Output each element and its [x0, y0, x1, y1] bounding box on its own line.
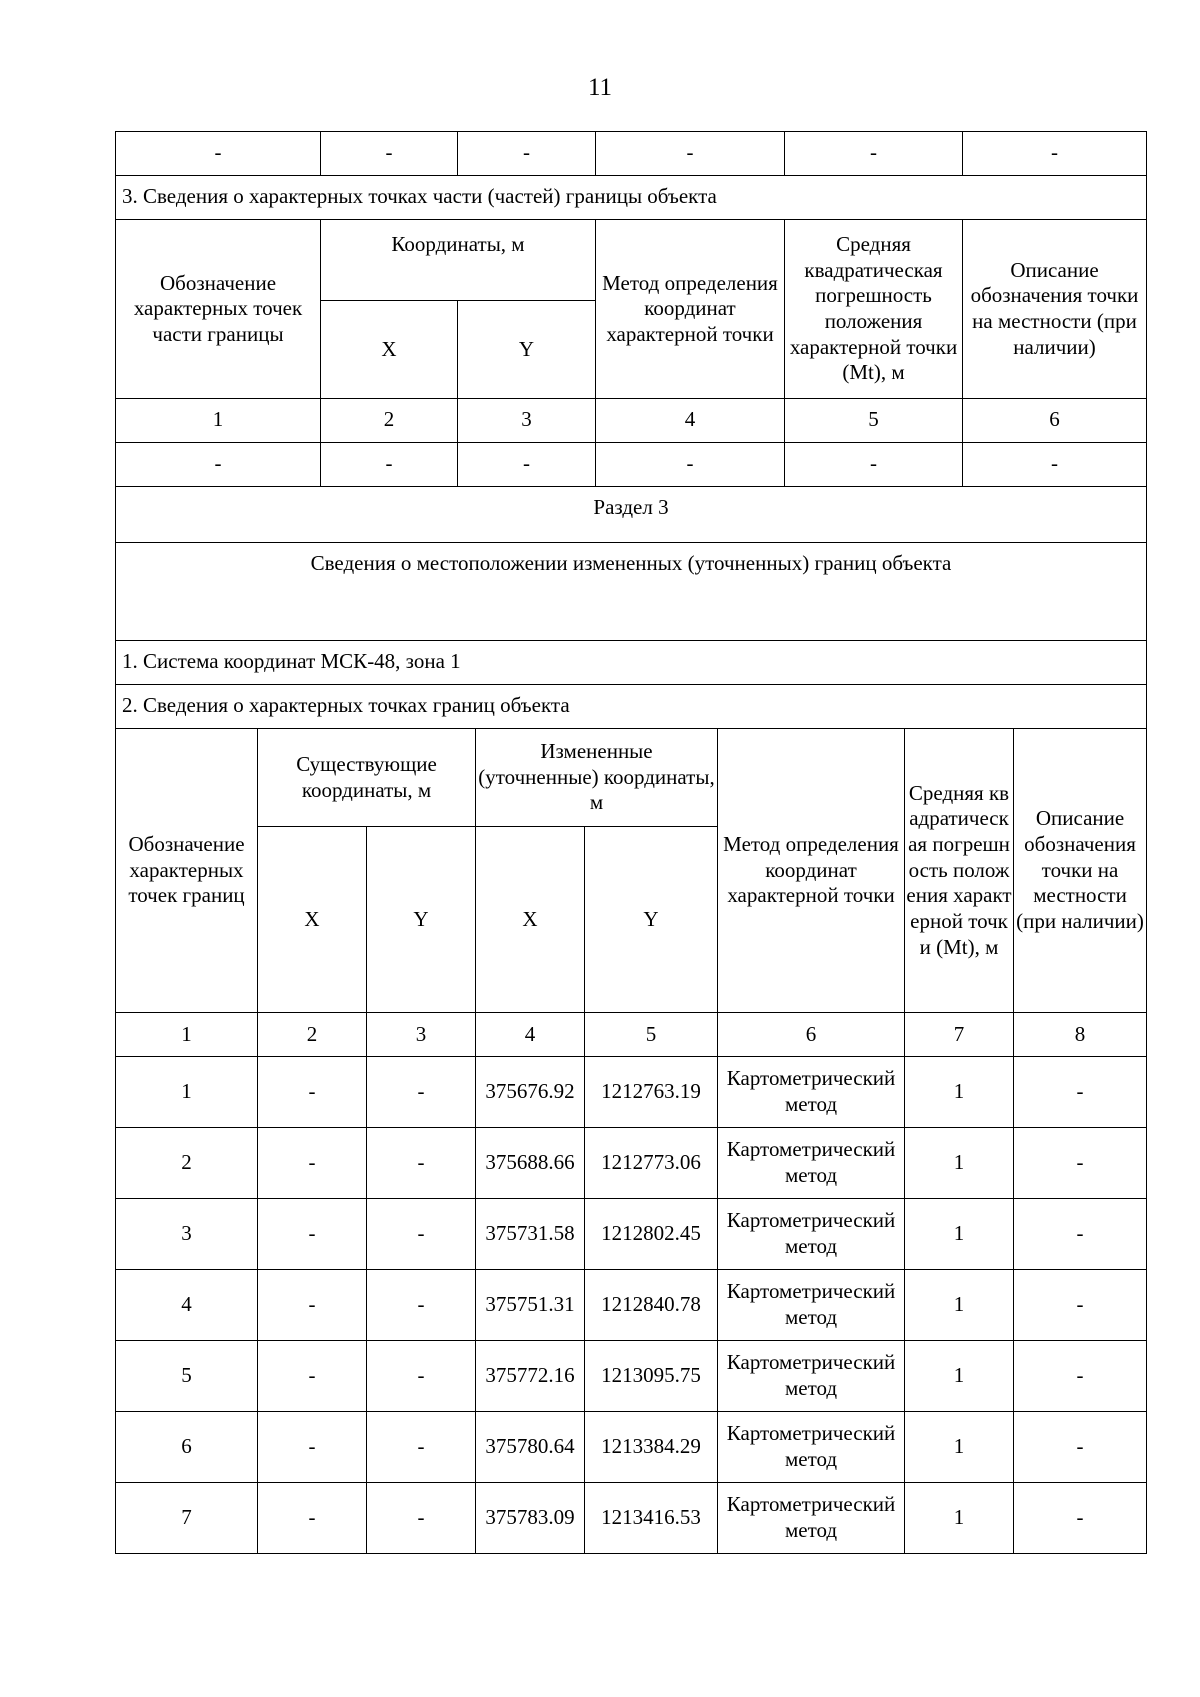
- header-error: Средняя квадратическая погрешность положения характерной точки (Mt), м: [785, 220, 963, 399]
- changed-y-cell: 1213384.29: [585, 1412, 718, 1483]
- empty-row: [116, 443, 1147, 487]
- section-title: Сведения о местоположении измененных (уточненных) границ объекта: [116, 543, 1147, 641]
- column-number: 6: [963, 399, 1147, 443]
- changed-x-cell: 375731.58: [476, 1199, 585, 1270]
- cell: -: [785, 443, 963, 487]
- error-mt-cell: 1: [905, 1270, 1014, 1341]
- existing-x-cell: -: [258, 1057, 367, 1128]
- cell: -: [596, 132, 785, 176]
- part-points-title: 3. Сведения о характерных точках части (частей) границы объекта: [116, 176, 1147, 220]
- header-error: Средняя квадратическая погрешность положения характерной точки (Mt), м: [905, 729, 1014, 1013]
- cell: -: [321, 443, 458, 487]
- cell: -: [116, 443, 321, 487]
- method-cell: Картометрический метод: [718, 1412, 905, 1483]
- header-changed-x: X: [476, 827, 585, 1013]
- points-body: [116, 1057, 1147, 1554]
- table-row: [116, 1128, 1147, 1199]
- method-cell: Картометрический метод: [718, 1057, 905, 1128]
- cell: -: [458, 132, 596, 176]
- header-existing-y: Y: [367, 827, 476, 1013]
- column-number: 4: [476, 1013, 585, 1057]
- column-number: 8: [1014, 1013, 1147, 1057]
- description-cell: -: [1014, 1483, 1147, 1554]
- column-number: 2: [258, 1013, 367, 1057]
- changed-y-cell: 1212763.19: [585, 1057, 718, 1128]
- existing-y-cell: -: [367, 1128, 476, 1199]
- changed-y-cell: 1213416.53: [585, 1483, 718, 1554]
- cell: -: [963, 443, 1147, 487]
- existing-x-cell: -: [258, 1412, 367, 1483]
- changed-y-cell: 1212802.45: [585, 1199, 718, 1270]
- existing-x-cell: -: [258, 1199, 367, 1270]
- existing-x-cell: -: [258, 1270, 367, 1341]
- column-number: 2: [321, 399, 458, 443]
- header-designation: Обозначение характерных точек части границы: [116, 220, 321, 399]
- point-number-cell: 6: [116, 1412, 258, 1483]
- existing-x-cell: -: [258, 1128, 367, 1199]
- existing-y-cell: -: [367, 1341, 476, 1412]
- header-description: Описание обозначения точки на местности (при наличии): [963, 220, 1147, 399]
- points-title: 2. Сведения о характерных точках границ объекта: [116, 685, 1147, 729]
- changed-x-cell: 375751.31: [476, 1270, 585, 1341]
- cell: -: [458, 443, 596, 487]
- column-number: 4: [596, 399, 785, 443]
- description-cell: -: [1014, 1128, 1147, 1199]
- changed-y-cell: 1212840.78: [585, 1270, 718, 1341]
- point-number-cell: 4: [116, 1270, 258, 1341]
- column-numbers-row: [116, 399, 1147, 443]
- table-row: [116, 1412, 1147, 1483]
- existing-y-cell: -: [367, 1270, 476, 1341]
- cell: -: [596, 443, 785, 487]
- column-number: 3: [458, 399, 596, 443]
- boundary-part-table: [115, 131, 1147, 729]
- existing-y-cell: -: [367, 1483, 476, 1554]
- changed-x-cell: 375676.92: [476, 1057, 585, 1128]
- error-mt-cell: 1: [905, 1483, 1014, 1554]
- cell: -: [963, 132, 1147, 176]
- dash-row: [116, 132, 1147, 176]
- table-row: [116, 1057, 1147, 1128]
- description-cell: -: [1014, 1057, 1147, 1128]
- header-designation: Обозначение характерных точек границ: [116, 729, 258, 1013]
- column-number: 1: [116, 399, 321, 443]
- point-number-cell: 1: [116, 1057, 258, 1128]
- changed-x-cell: 375772.16: [476, 1341, 585, 1412]
- description-cell: -: [1014, 1270, 1147, 1341]
- header-coordinates: Координаты, м: [321, 220, 596, 301]
- existing-y-cell: -: [367, 1057, 476, 1128]
- error-mt-cell: 1: [905, 1412, 1014, 1483]
- description-cell: -: [1014, 1412, 1147, 1483]
- header-existing-x: X: [258, 827, 367, 1013]
- header-y: Y: [458, 301, 596, 399]
- table-row: [116, 1270, 1147, 1341]
- changed-x-cell: 375783.09: [476, 1483, 585, 1554]
- column-number: 5: [585, 1013, 718, 1057]
- method-cell: Картометрический метод: [718, 1199, 905, 1270]
- error-mt-cell: 1: [905, 1199, 1014, 1270]
- changed-x-cell: 375780.64: [476, 1412, 585, 1483]
- point-number-cell: 5: [116, 1341, 258, 1412]
- header-changed-y: Y: [585, 827, 718, 1013]
- header-x: X: [321, 301, 458, 399]
- changed-y-cell: 1213095.75: [585, 1341, 718, 1412]
- column-number: 6: [718, 1013, 905, 1057]
- existing-x-cell: -: [258, 1341, 367, 1412]
- method-cell: Картометрический метод: [718, 1341, 905, 1412]
- table-row: [116, 1483, 1147, 1554]
- point-number-cell: 3: [116, 1199, 258, 1270]
- page-number: 11: [587, 74, 613, 101]
- header-existing-coordinates: Существующие координаты, м: [258, 729, 476, 827]
- method-cell: Картометрический метод: [718, 1270, 905, 1341]
- description-cell: -: [1014, 1199, 1147, 1270]
- point-number-cell: 7: [116, 1483, 258, 1554]
- error-mt-cell: 1: [905, 1128, 1014, 1199]
- changed-x-cell: 375688.66: [476, 1128, 585, 1199]
- column-number: 1: [116, 1013, 258, 1057]
- cell: -: [321, 132, 458, 176]
- point-number-cell: 2: [116, 1128, 258, 1199]
- method-cell: Картометрический метод: [718, 1128, 905, 1199]
- boundary-points-table: [115, 728, 1147, 1554]
- table-row: [116, 1199, 1147, 1270]
- column-number: 3: [367, 1013, 476, 1057]
- error-mt-cell: 1: [905, 1057, 1014, 1128]
- column-numbers-row: [116, 1013, 1147, 1057]
- table-row: [116, 1341, 1147, 1412]
- column-number: 7: [905, 1013, 1014, 1057]
- method-cell: Картометрический метод: [718, 1483, 905, 1554]
- section-header: Раздел 3: [116, 487, 1147, 543]
- existing-y-cell: -: [367, 1199, 476, 1270]
- coordinate-system: 1. Система координат МСК-48, зона 1: [116, 641, 1147, 685]
- column-number: 5: [785, 399, 963, 443]
- error-mt-cell: 1: [905, 1341, 1014, 1412]
- header-description: Описание обозначения точки на местности (при наличии): [1014, 729, 1147, 1013]
- existing-y-cell: -: [367, 1412, 476, 1483]
- header-method: Метод определения координат характерной точки: [718, 729, 905, 1013]
- cell: -: [116, 132, 321, 176]
- changed-y-cell: 1212773.06: [585, 1128, 718, 1199]
- cell: -: [785, 132, 963, 176]
- existing-x-cell: -: [258, 1483, 367, 1554]
- header-changed-coordinates: Измененные (уточненные) координаты, м: [476, 729, 718, 827]
- header-method: Метод определения координат характерной точки: [596, 220, 785, 399]
- description-cell: -: [1014, 1341, 1147, 1412]
